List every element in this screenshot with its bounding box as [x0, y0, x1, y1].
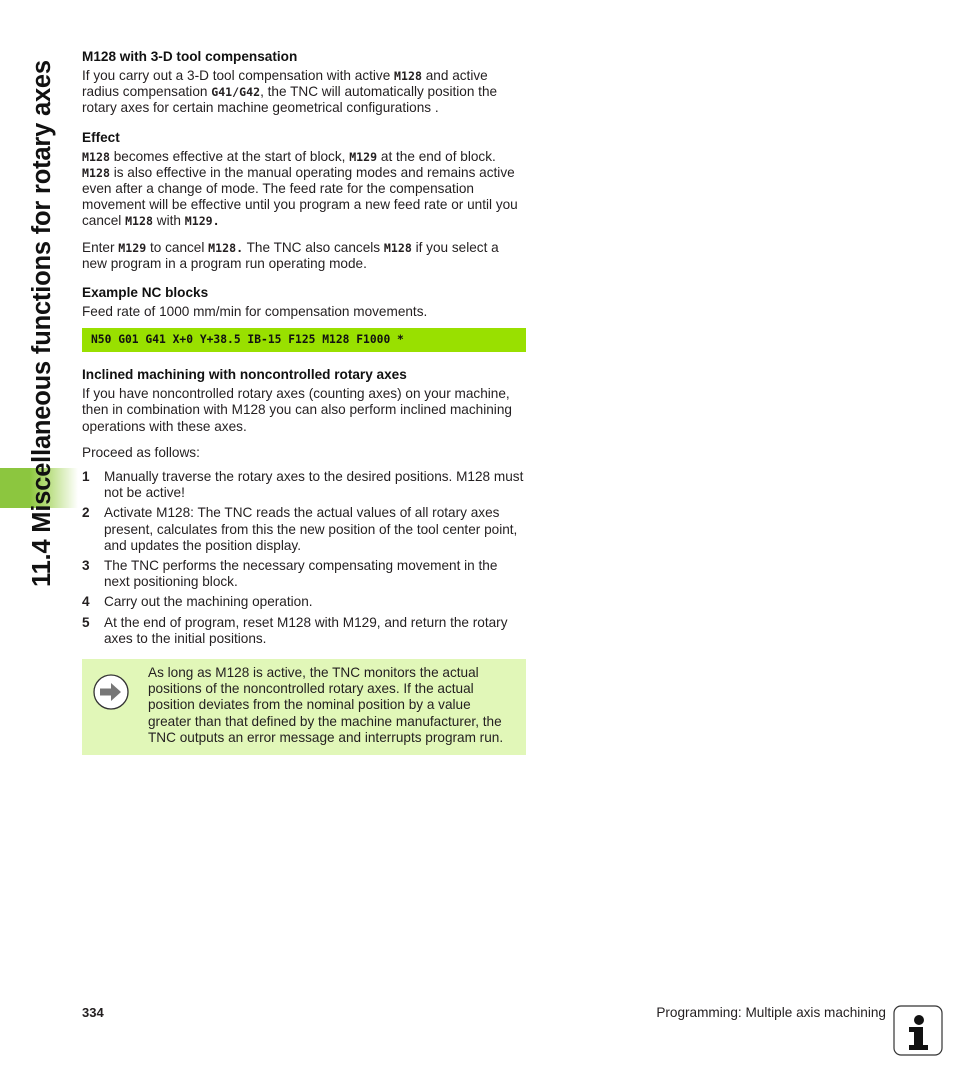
- step-item: [82, 505, 526, 554]
- step-item: [82, 615, 526, 647]
- text-run: with: [153, 213, 185, 229]
- inline-code: M129: [349, 149, 378, 164]
- inline-code: M128: [125, 214, 153, 229]
- inclined-paragraph-1: If you have noncontrolled rotary axes (counting axes) on your machine, then in combination with M128 you can also perform inclined machining operations with these axes.: [82, 386, 512, 434]
- effect-paragraph-1: [82, 149, 526, 230]
- step-number: 3: [82, 558, 90, 574]
- inline-code: M128: [394, 69, 422, 83]
- text-run: at the end of block.: [377, 148, 496, 164]
- step-text: The TNC performs the necessary compensating movement in the next positioning block.: [104, 558, 498, 590]
- step-item: [82, 558, 526, 590]
- inline-code: M128: [82, 149, 110, 164]
- step-item: [82, 469, 526, 501]
- step-number: 5: [82, 614, 90, 630]
- inline-code: M129: [118, 240, 147, 255]
- text-run: and active radius compensation: [82, 68, 488, 100]
- text-run: to cancel: [146, 239, 209, 255]
- inline-code: M128.: [208, 240, 244, 255]
- step-item: [82, 594, 526, 610]
- step-text: Carry out the machining operation.: [104, 594, 313, 610]
- step-number: 4: [82, 594, 90, 610]
- inline-code: M128: [383, 240, 412, 255]
- text-run: becomes effective at the start of block,: [109, 148, 350, 164]
- note-box: [82, 659, 526, 755]
- steps-list: [82, 469, 526, 647]
- text-run: is also effective in the manual operating modes and remains active even after a change of mode. The feed rate for the compensation movement will be effective until you program a new feed rate or until you cancel: [82, 164, 518, 229]
- text-run: if you select a new program in a program run operating mode.: [82, 239, 499, 271]
- chapter-title: 11.4 Miscellaneous functions for rotary axes: [28, 60, 56, 587]
- inline-code: M128: [82, 165, 110, 180]
- effect-paragraph-2: [82, 240, 526, 272]
- text-run: , the TNC will automatically position the rotary axes for certain machine geometrical configurations .: [82, 84, 498, 116]
- step-text: Activate M128: The TNC reads the actual values of all rotary axes present, calculates from this the new position of the tool center point, and updates the position display.: [104, 505, 518, 553]
- section-heading-m128: M128 with 3-D tool compensation: [82, 49, 298, 64]
- text-run: If you carry out a 3-D tool compensation with active: [82, 68, 395, 83]
- section-heading-inclined: Inclined machining with noncontrolled rotary axes: [82, 367, 407, 383]
- example-description: Feed rate of 1000 mm/min for compensation movements.: [82, 304, 428, 320]
- main-content: [82, 48, 526, 755]
- inline-code: M129.: [184, 214, 220, 229]
- page-number: 334: [82, 1005, 104, 1020]
- section-heading-example: Example NC blocks: [82, 285, 209, 301]
- step-text: Manually traverse the rotary axes to the desired positions. M128 must not be active!: [104, 469, 524, 501]
- note-text: As long as M128 is active, the TNC monitors the actual positions of the noncontrolled rotary axes. If the actual position deviates from the nominal position by a value greater than that defined by the machine manufacturer, the TNC outputs an error message and interrupts program run.: [148, 665, 504, 745]
- text-run: The TNC also cancels: [243, 239, 384, 255]
- info-icon: [893, 1005, 943, 1056]
- inclined-paragraph-2: Proceed as follows:: [82, 444, 200, 460]
- step-number: 1: [82, 469, 90, 485]
- section-m128-paragraph: [82, 68, 526, 117]
- footer-title: Programming: Multiple axis machining: [656, 1005, 886, 1020]
- step-text: At the end of program, reset M128 with M129, and return the rotary axes to the initial positions.: [104, 614, 508, 646]
- section-heading-effect: Effect: [82, 129, 120, 145]
- arrow-right-circle-icon: [92, 665, 148, 746]
- text-run: Enter: [82, 239, 119, 255]
- nc-code-block: N50 G01 G41 X+0 Y+38.5 IB-15 F125 M128 F1000 *: [82, 328, 526, 352]
- inline-code: G41/G42: [211, 85, 261, 100]
- step-number: 2: [82, 505, 90, 521]
